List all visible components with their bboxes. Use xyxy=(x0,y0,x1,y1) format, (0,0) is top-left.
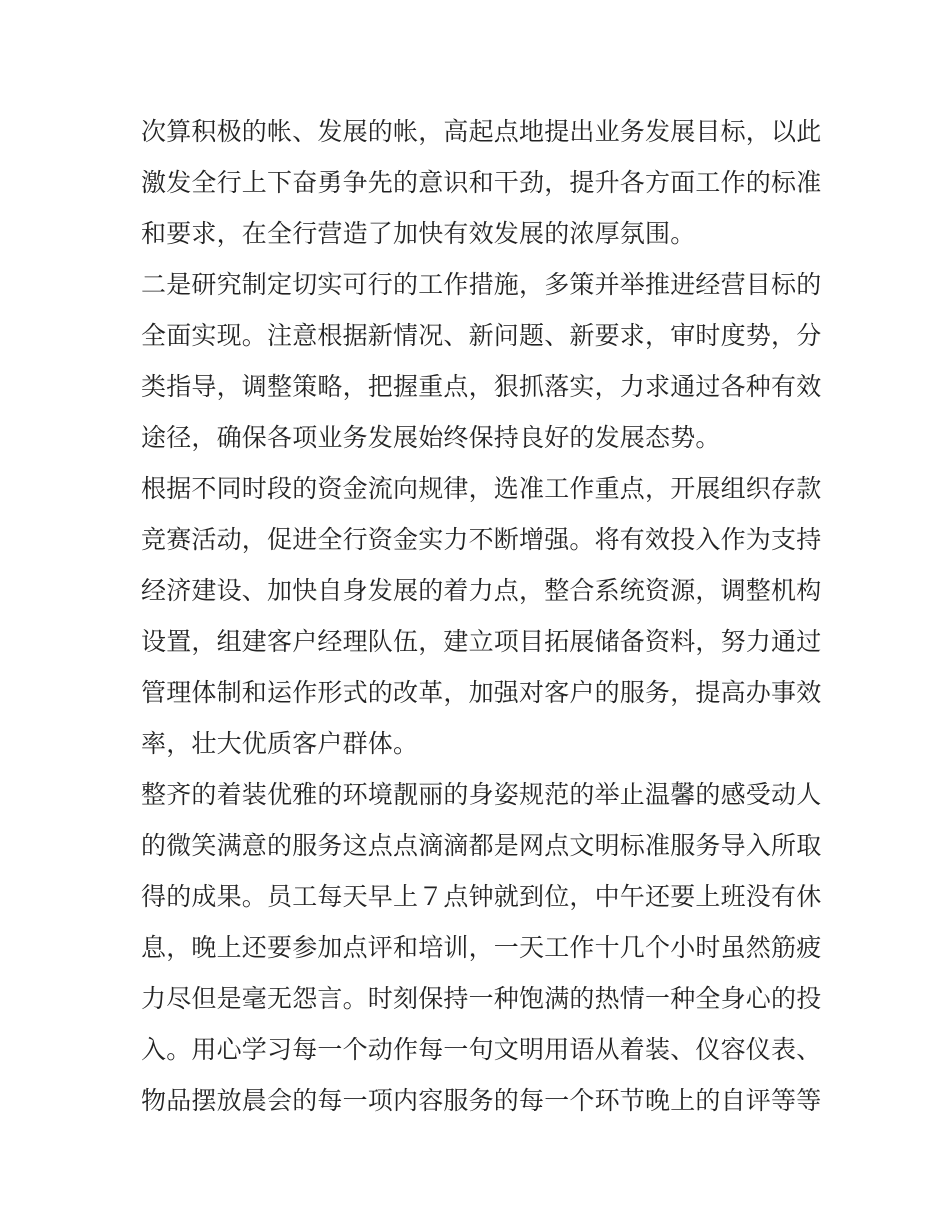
text-line: 息，晚上还要参加点评和培训，一天工作十几个小时虽然筋疲 xyxy=(141,933,822,962)
text-line: 激发全行上下奋勇争先的意识和干劲，提升各方面工作的标准 xyxy=(141,168,822,197)
text-line: 设置，组建客户经理队伍，建立项目拓展储备资料，努力通过 xyxy=(141,627,822,656)
text-line: 类指导，调整策略，把握重点，狠抓落实，力求通过各种有效 xyxy=(141,372,822,401)
text-line: 整齐的着装优雅的环境靓丽的身姿规范的举止温馨的感受动人 xyxy=(141,780,822,809)
document-body xyxy=(141,106,821,1126)
text-line: 得的成果。员工每天早上７点钟就到位，中午还要上班没有休 xyxy=(141,882,822,911)
text-line: 竞赛活动，促进全行资金实力不断增强。将有效投入作为支持 xyxy=(141,525,822,554)
text-line: 管理体制和运作形式的改革，加强对客户的服务，提高办事效 xyxy=(141,678,822,707)
text-line: 二是研究制定切实可行的工作措施，多策并举推进经营目标的 xyxy=(141,270,822,299)
text-line: 率，壮大优质客户群体。 xyxy=(141,729,419,758)
text-line: 入。用心学习每一个动作每一句文明用语从着装、仪容仪表、 xyxy=(141,1035,822,1064)
text-line: 力尽但是毫无怨言。时刻保持一种饱满的热情一种全身心的投 xyxy=(141,984,822,1013)
text-line: 途径，确保各项业务发展始终保持良好的发展态势。 xyxy=(141,423,721,452)
text-line: 和要求，在全行营造了加快有效发展的浓厚氛围。 xyxy=(141,219,696,248)
text-line: 物品摆放晨会的每一项内容服务的每一个环节晚上的自评等等 xyxy=(141,1086,822,1115)
text-line: 根据不同时段的资金流向规律，选准工作重点，开展组织存款 xyxy=(141,474,822,503)
text-line: 的微笑满意的服务这点点滴滴都是网点文明标准服务导入所取 xyxy=(141,831,822,860)
text-line: 经济建设、加快自身发展的着力点，整合系统资源，调整机构 xyxy=(141,576,822,605)
text-line: 全面实现。注意根据新情况、新问题、新要求，审时度势，分 xyxy=(141,321,822,350)
text-line: 次算积极的帐、发展的帐，高起点地提出业务发展目标，以此 xyxy=(141,117,822,146)
